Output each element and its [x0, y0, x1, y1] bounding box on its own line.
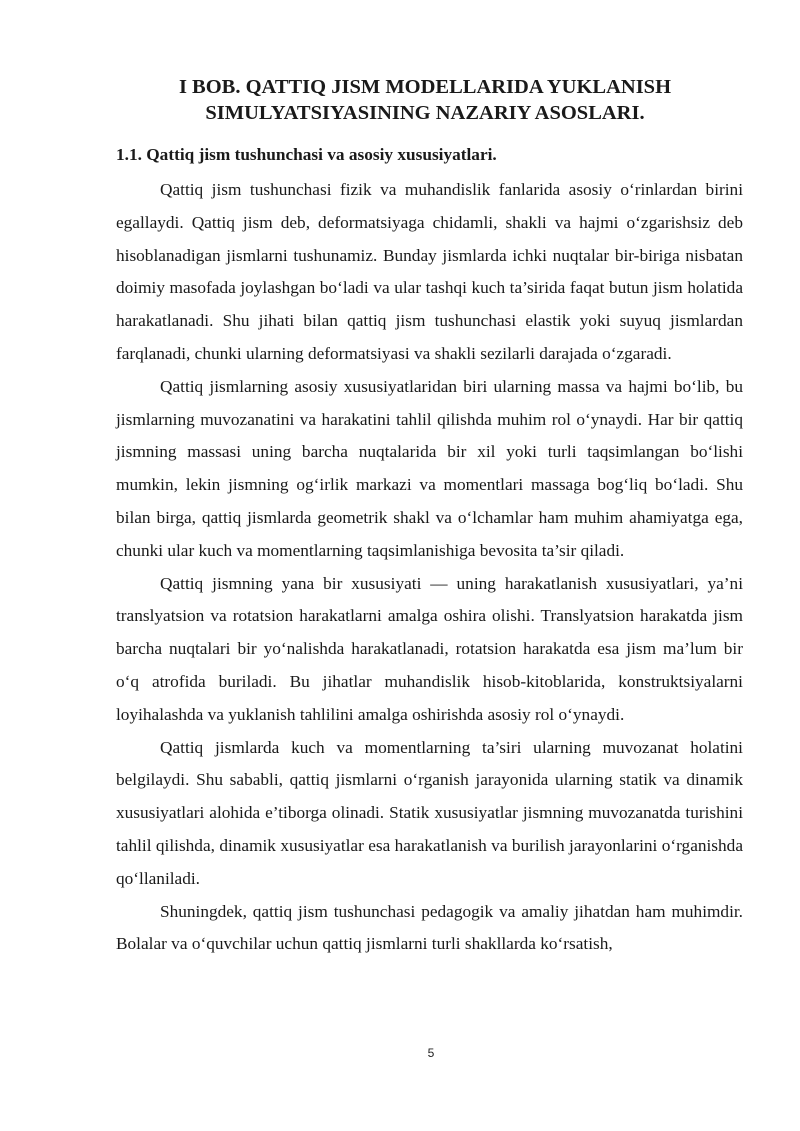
chapter-title: I BOB. QATTIQ JISM MODELLARIDA YUKLANISH SIMULYATSIYASINING NAZARIY ASOSLARI.	[178, 76, 672, 124]
section-heading: 1.1. Qattiq jism tushunchasi va asosiy xususiyatlari.	[116, 145, 497, 164]
body-text	[116, 174, 743, 961]
page-number: 5	[427, 1046, 435, 1060]
paragraph: Qattiq jism tushunchasi fizik va muhandislik fanlarida asosiy o‘rinlardan birini egallaydi. Qattiq jism deb, deformatsiyaga chidamli, shakli va hajmi o‘zgarishsiz deb hisoblanadigan jismlarni tushunamiz. Bunday jismlarda ichki nuqtalar bir-biriga nisbatan doimiy masofada joylashgan bo‘ladi va ular tashqi kuch ta’sirida faqat butun jism holatida harakatlanadi. Shu jihati bilan qattiq jism tushunchasi elastik yoki suyuq jismlardan farqlanadi, chunki ularning deformatsiyasi va shakli sezilarli darajada o‘zgaradi.	[116, 180, 743, 363]
paragraph: Qattiq jismning yana bir xususiyati — uning harakatlanish xususiyatlari, ya’ni translyatsion va rotatsion harakatlarni amalga oshira olishi. Translyatsion harakatda jism barcha nuqtalari bir yo‘nalishda harakatlanadi, rotatsion harakatda esa jism ma’lum bir o‘q atrofida buriladi. Bu jihatlar muhandislik hisob-kitoblarida, konstruktsiyalarni loyihalashda va yuklanish tahlilini amalga oshirishda asosiy rol o‘ynaydi.	[116, 573, 743, 724]
paragraph: Qattiq jismlarda kuch va momentlarning ta’siri ularning muvozanat holatini belgilaydi. Shu sababli, qattiq jismlarni o‘rganish jarayonida ularning statik va dinamik xususiyatlari alohida e’tiborga olinadi. Statik xususiyatlar jismning muvozanatda turishini tahlil qilishda, dinamik xususiyatlar esa harakatlanish va burilish jarayonlarini o‘rganishda qo‘llaniladi.	[116, 737, 743, 888]
paragraph: Qattiq jismlarning asosiy xususiyatlaridan biri ularning massa va hajmi bo‘lib, bu jismlarning muvozanatini va harakatini tahlil qilishda muhim rol o‘ynaydi. Har bir qattiq jismning massasi uning barcha nuqtalarida bir xil yoki turli taqsimlangan bo‘lishi mumkin, lekin jismning og‘irlik markazi va momentlari massaga bog‘liq bo‘ladi. Shu bilan birga, qattiq jismlarda geometrik shakl va o‘lchamlar ham muhim ahamiyatga ega, chunki ular kuch va momentlarning taqsimlanishiga bevosita ta’sir qiladi.	[116, 376, 743, 560]
paragraph: Shuningdek, qattiq jism tushunchasi pedagogik va amaliy jihatdan ham muhimdir. Bolalar va o‘quvchilar uchun qattiq jismlarni turli shakllarda ko‘rsatish,	[116, 901, 743, 954]
